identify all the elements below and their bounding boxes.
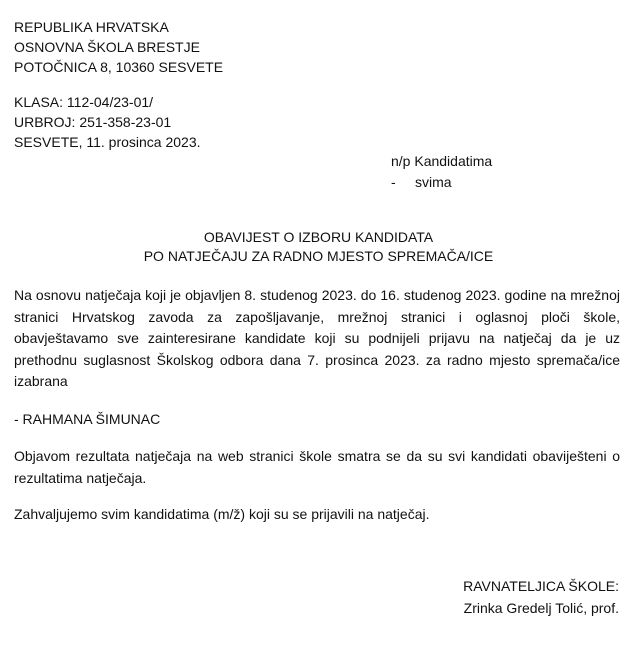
title-line-2: PO NATJEČAJU ZA RADNO MJESTO SPREMAČA/ICE [143, 248, 494, 264]
body-paragraph-3: Zahvaljujemo svim kandidatima (m/ž) koji su se prijavili na natječaj. [14, 506, 430, 522]
title-line-1: OBAVIJEST O IZBORU KANDIDATA [203, 229, 434, 245]
body-paragraph-2: Objavom rezultata natječaja na web stranici škole smatra se da su svi kandidati obaviješteni o rezultatima natječaja. [14, 448, 620, 486]
signature-role: RAVNATELJICA ŠKOLE: [463, 578, 619, 594]
selected-candidate: - RAHMANA ŠIMUNAC [14, 411, 161, 427]
place-date: SESVETE, 11. prosinca 2023. [14, 134, 201, 150]
body-paragraph-1: Na osnovu natječaja koji je objavljen 8. studenog 2023. do 16. studenog 2023. godine na mrežnoj stranici Hrvatskog zavoda za zapošljavanje, mrežnoj stranici i oglasnoj ploči škole, obavještavamo sve zainteresirane kandidate koji su podnijeli prijavu na natječaj da je uz prethodnu suglasnost Školskog odbora dana 7. prosinca 2023. za radno mjesto spremača/ice izabrana [14, 287, 620, 389]
recipient-line-2: svima [415, 174, 452, 190]
recipient-line-1: n/p Kandidatima [391, 153, 493, 169]
signature-name: Zrinka Gredelj Tolić, prof. [463, 600, 619, 616]
signature-block [463, 575, 619, 619]
urbroj: URBROJ: 251-358-23-01 [14, 114, 172, 130]
klasa: KLASA: 112-04/23-01/ [14, 94, 154, 110]
recipient-bullet: - [391, 174, 396, 190]
sender-line-1: REPUBLIKA HRVATSKA [14, 19, 169, 35]
sender-line-2: OSNOVNA ŠKOLA BRESTJE [14, 39, 200, 55]
sender-line-3: POTOČNICA 8, 10360 SESVETE [14, 59, 224, 75]
